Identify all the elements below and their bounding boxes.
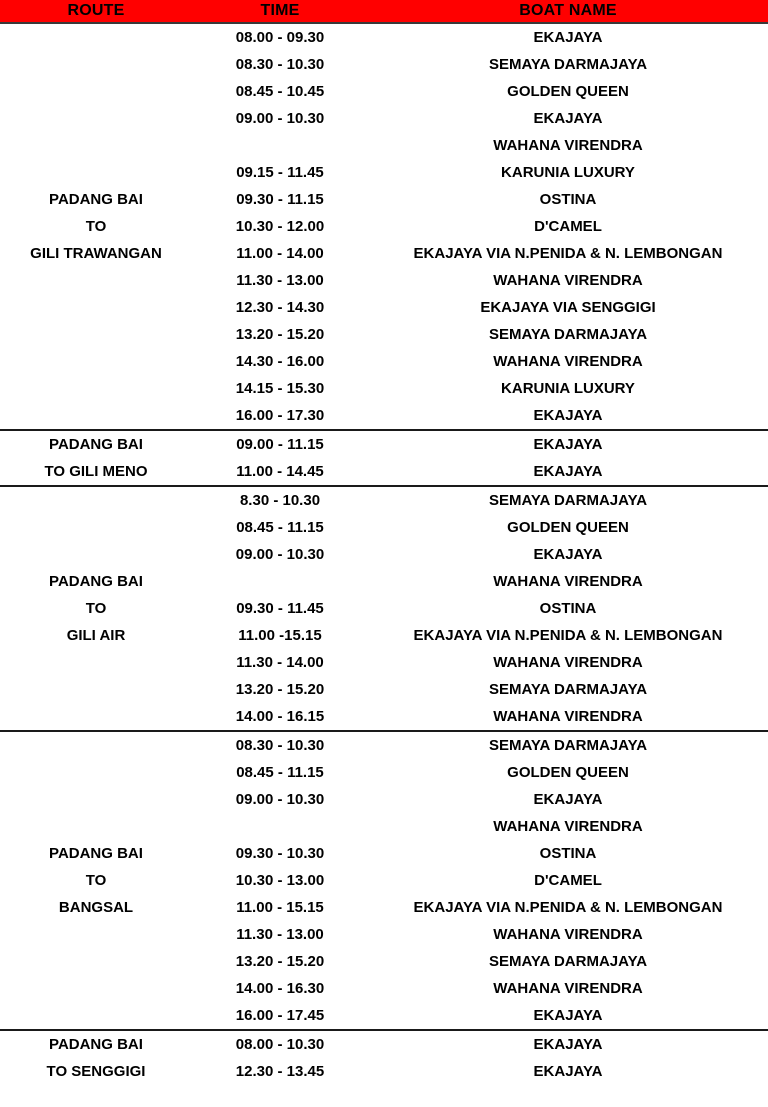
table-row bbox=[192, 51, 768, 78]
schedule-rows bbox=[192, 431, 768, 485]
table-row bbox=[192, 1058, 768, 1085]
boat-name-cell: EKAJAYA bbox=[533, 1036, 603, 1053]
departure-time-cell: 08.00 - 09.30 bbox=[235, 29, 325, 46]
route-name-line: TO GILI MENO bbox=[44, 463, 148, 480]
table-row bbox=[192, 568, 768, 595]
table-row bbox=[192, 78, 768, 105]
boat-name-cell: GOLDEN QUEEN bbox=[507, 519, 629, 536]
route-name-line: GILI AIR bbox=[66, 627, 126, 644]
table-row bbox=[192, 622, 768, 649]
departure-time-cell: 11.00 - 14.45 bbox=[236, 463, 324, 480]
table-row bbox=[192, 948, 768, 975]
departure-time-cell: 10.30 - 13.00 bbox=[235, 872, 325, 889]
departure-time-cell: 14.30 - 16.00 bbox=[235, 353, 325, 370]
table-row bbox=[192, 894, 768, 921]
route-cell bbox=[0, 431, 192, 485]
boat-name-cell: GOLDEN QUEEN bbox=[507, 83, 629, 100]
table-row bbox=[192, 703, 768, 730]
schedule-rows bbox=[192, 487, 768, 730]
column-header-boat-name: BOAT NAME bbox=[519, 2, 617, 19]
boat-name-cell: OSTINA bbox=[539, 600, 597, 617]
route-name-line: GILI TRAWANGAN bbox=[30, 245, 162, 262]
boat-name-cell: EKAJAYA bbox=[533, 110, 603, 127]
boat-name-cell: WAHANA VIRENDRA bbox=[493, 818, 643, 835]
departure-time-cell: 13.20 - 15.20 bbox=[235, 681, 325, 698]
boat-name-cell: EKAJAYA bbox=[533, 29, 603, 46]
departure-time-cell: 11.30 - 13.00 bbox=[236, 272, 324, 289]
departure-time-cell: 08.30 - 10.30 bbox=[235, 56, 325, 73]
departure-time-cell: 08.45 - 11.15 bbox=[236, 519, 324, 536]
route-cell bbox=[0, 24, 192, 429]
departure-time-cell: 09.00 - 10.30 bbox=[235, 546, 325, 563]
departure-time-cell: 08.30 - 10.30 bbox=[235, 737, 325, 754]
table-body bbox=[0, 24, 768, 1085]
route-name-line: PADANG BAI bbox=[49, 573, 143, 590]
table-row bbox=[192, 514, 768, 541]
column-header-route: ROUTE bbox=[67, 2, 125, 19]
route-name-line: TO bbox=[85, 218, 107, 235]
boat-name-cell: WAHANA VIRENDRA bbox=[493, 980, 643, 997]
table-row bbox=[192, 294, 768, 321]
departure-time-cell: 16.00 - 17.45 bbox=[235, 1007, 325, 1024]
table-row bbox=[192, 213, 768, 240]
route-cell bbox=[0, 1031, 192, 1085]
route-section bbox=[0, 431, 768, 487]
boat-name-cell: WAHANA VIRENDRA bbox=[493, 272, 643, 289]
boat-name-cell: KARUNIA LUXURY bbox=[501, 380, 635, 397]
boat-name-cell: EKAJAYA VIA N.PENIDA & N. LEMBONGAN bbox=[413, 627, 723, 644]
table-row bbox=[192, 487, 768, 514]
table-row bbox=[192, 24, 768, 51]
route-name-line: PADANG BAI bbox=[49, 1036, 143, 1053]
departure-time-cell: 14.00 - 16.30 bbox=[235, 980, 325, 997]
route-name-line: BANGSAL bbox=[58, 899, 134, 916]
boat-name-cell: EKAJAYA bbox=[533, 546, 603, 563]
boat-name-cell: D'CAMEL bbox=[534, 872, 602, 889]
table-row bbox=[192, 867, 768, 894]
departure-time-cell: 13.20 - 15.20 bbox=[235, 953, 325, 970]
table-row bbox=[192, 541, 768, 568]
table-row bbox=[192, 676, 768, 703]
table-row bbox=[192, 402, 768, 429]
boat-name-cell: EKAJAYA bbox=[533, 791, 603, 808]
table-row bbox=[192, 321, 768, 348]
departure-time-cell: 16.00 - 17.30 bbox=[235, 407, 325, 424]
route-name-line: TO SENGGIGI bbox=[46, 1063, 146, 1080]
departure-time-cell: 11.00 -15.15 bbox=[238, 627, 322, 644]
departure-time-cell: 09.00 - 10.30 bbox=[235, 791, 325, 808]
boat-name-cell: SEMAYA DARMAJAYA bbox=[488, 681, 648, 698]
column-header-time: TIME bbox=[260, 2, 300, 19]
table-row bbox=[192, 132, 768, 159]
table-row bbox=[192, 240, 768, 267]
boat-name-cell: WAHANA VIRENDRA bbox=[493, 137, 643, 154]
departure-time-cell: 11.00 - 14.00 bbox=[236, 245, 324, 262]
departure-time-cell: 14.00 - 16.15 bbox=[235, 708, 325, 725]
departure-time-cell: 09.30 - 11.15 bbox=[236, 191, 324, 208]
route-name-line: TO bbox=[85, 872, 107, 889]
departure-time-cell: 12.30 - 14.30 bbox=[235, 299, 325, 316]
departure-time-cell: 11.30 - 13.00 bbox=[236, 926, 324, 943]
route-cell bbox=[0, 732, 192, 1029]
departure-time-cell: 08.00 - 10.30 bbox=[235, 1036, 325, 1053]
table-row bbox=[192, 1002, 768, 1029]
table-row bbox=[192, 732, 768, 759]
table-row bbox=[192, 431, 768, 458]
departure-time-cell: 09.00 - 10.30 bbox=[235, 110, 325, 127]
departure-time-cell: 09.00 - 11.15 bbox=[236, 436, 324, 453]
route-section bbox=[0, 487, 768, 732]
table-header-row bbox=[0, 0, 768, 24]
route-section bbox=[0, 732, 768, 1031]
route-name-line: PADANG BAI bbox=[49, 191, 143, 208]
departure-time-cell: 09.30 - 10.30 bbox=[235, 845, 325, 862]
schedule-rows bbox=[192, 732, 768, 1029]
schedule-rows bbox=[192, 24, 768, 429]
boat-name-cell: WAHANA VIRENDRA bbox=[493, 654, 643, 671]
boat-name-cell: SEMAYA DARMAJAYA bbox=[488, 56, 648, 73]
departure-time-cell: 8.30 - 10.30 bbox=[239, 492, 321, 509]
departure-time-cell: 12.30 - 13.45 bbox=[235, 1063, 325, 1080]
departure-time-cell: 08.45 - 11.15 bbox=[236, 764, 324, 781]
boat-name-cell: GOLDEN QUEEN bbox=[507, 764, 629, 781]
boat-name-cell: SEMAYA DARMAJAYA bbox=[488, 737, 648, 754]
table-row bbox=[192, 759, 768, 786]
departure-time-cell: 11.30 - 14.00 bbox=[236, 654, 324, 671]
boat-name-cell: SEMAYA DARMAJAYA bbox=[488, 492, 648, 509]
route-cell bbox=[0, 487, 192, 730]
boat-name-cell: OSTINA bbox=[539, 845, 597, 862]
boat-name-cell: SEMAYA DARMAJAYA bbox=[488, 953, 648, 970]
table-row bbox=[192, 975, 768, 1002]
boat-name-cell: EKAJAYA VIA N.PENIDA & N. LEMBONGAN bbox=[413, 245, 723, 262]
boat-name-cell: WAHANA VIRENDRA bbox=[493, 926, 643, 943]
boat-name-cell: SEMAYA DARMAJAYA bbox=[488, 326, 648, 343]
table-row bbox=[192, 786, 768, 813]
departure-time-cell: 14.15 - 15.30 bbox=[235, 380, 325, 397]
route-name-line: PADANG BAI bbox=[49, 845, 143, 862]
table-row bbox=[192, 348, 768, 375]
table-row bbox=[192, 921, 768, 948]
table-row bbox=[192, 458, 768, 485]
boat-name-cell: WAHANA VIRENDRA bbox=[493, 353, 643, 370]
table-row bbox=[192, 105, 768, 132]
departure-time-cell: 08.45 - 10.45 bbox=[235, 83, 325, 100]
boat-name-cell: EKAJAYA VIA SENGGIGI bbox=[480, 299, 656, 316]
boat-name-cell: EKAJAYA bbox=[533, 1007, 603, 1024]
departure-time-cell: 11.00 - 15.15 bbox=[236, 899, 324, 916]
table-row bbox=[192, 267, 768, 294]
route-section bbox=[0, 1031, 768, 1085]
departure-time-cell: 13.20 - 15.20 bbox=[235, 326, 325, 343]
boat-name-cell: EKAJAYA bbox=[533, 1063, 603, 1080]
boat-name-cell: WAHANA VIRENDRA bbox=[493, 708, 643, 725]
table-row bbox=[192, 186, 768, 213]
table-row bbox=[192, 375, 768, 402]
departure-time-cell: 09.30 - 11.45 bbox=[236, 600, 324, 617]
departure-time-cell: 10.30 - 12.00 bbox=[235, 218, 325, 235]
boat-name-cell: WAHANA VIRENDRA bbox=[493, 573, 643, 590]
table-row bbox=[192, 159, 768, 186]
departure-time-cell: 09.15 - 11.45 bbox=[236, 164, 324, 181]
route-name-line: PADANG BAI bbox=[49, 436, 143, 453]
boat-name-cell: KARUNIA LUXURY bbox=[501, 164, 635, 181]
schedule-rows bbox=[192, 1031, 768, 1085]
boat-name-cell: EKAJAYA bbox=[533, 436, 603, 453]
table-row bbox=[192, 649, 768, 676]
table-row bbox=[192, 595, 768, 622]
route-section bbox=[0, 24, 768, 431]
table-row bbox=[192, 1031, 768, 1058]
boat-name-cell: D'CAMEL bbox=[534, 218, 602, 235]
boat-name-cell: EKAJAYA bbox=[533, 463, 603, 480]
boat-name-cell: OSTINA bbox=[539, 191, 597, 208]
table-row bbox=[192, 840, 768, 867]
route-name-line: TO bbox=[85, 600, 107, 617]
boat-name-cell: EKAJAYA bbox=[533, 407, 603, 424]
boat-name-cell: EKAJAYA VIA N.PENIDA & N. LEMBONGAN bbox=[413, 899, 723, 916]
table-row bbox=[192, 813, 768, 840]
